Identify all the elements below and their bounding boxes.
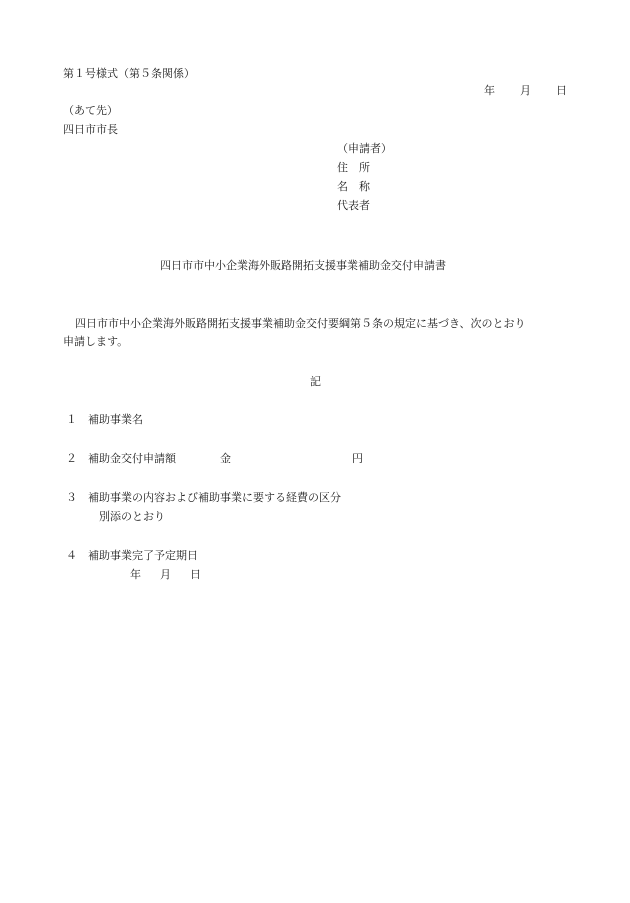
addressee-name: 四日市市長 xyxy=(63,123,118,136)
item-4-label: 補助事業完了予定期日 xyxy=(88,549,198,562)
ki-marker: 記 xyxy=(310,375,321,388)
form-number: 第１号様式（第５条関係） xyxy=(63,67,195,80)
item-3-number: ３ xyxy=(66,491,77,504)
date-day: 日 xyxy=(556,84,567,97)
applicant-address-label: 住 所 xyxy=(337,161,370,174)
item-4-number: ４ xyxy=(66,549,77,562)
item-4-month: 月 xyxy=(160,568,171,581)
body-line-1: 四日市市中小企業海外販路開拓支援事業補助金交付要綱第５条の規定に基づき、次のとおり xyxy=(75,317,526,330)
applicant-heading: （申請者） xyxy=(337,142,392,155)
item-2-number: ２ xyxy=(66,452,77,465)
item-2-yen: 円 xyxy=(352,452,363,465)
addressee-prefix: （あて先） xyxy=(63,104,118,117)
item-2-label: 補助金交付申請額 xyxy=(88,452,176,465)
item-4-day: 日 xyxy=(190,568,201,581)
body-line-2: 申請します。 xyxy=(63,335,129,348)
applicant-name-label: 名 称 xyxy=(337,180,370,193)
item-1-label: 補助事業名 xyxy=(88,413,143,426)
item-3-note: 別添のとおり xyxy=(99,510,165,523)
item-2-kin: 金 xyxy=(220,452,231,465)
item-4-year: 年 xyxy=(130,568,141,581)
applicant-representative-label: 代表者 xyxy=(337,199,370,212)
date-month: 月 xyxy=(520,84,531,97)
date-year: 年 xyxy=(484,84,495,97)
document-title: 四日市市中小企業海外販路開拓支援事業補助金交付申請書 xyxy=(160,259,446,272)
item-1-number: １ xyxy=(66,413,77,426)
item-3-label: 補助事業の内容および補助事業に要する経費の区分 xyxy=(88,491,341,504)
